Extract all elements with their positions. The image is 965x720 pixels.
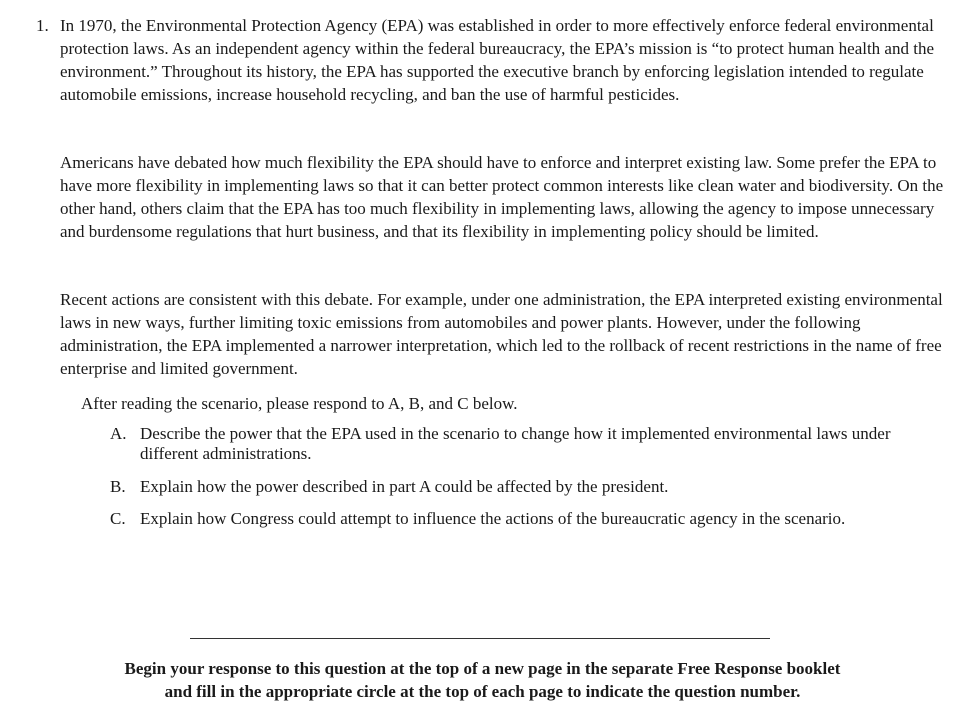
part-letter: A.	[110, 424, 127, 443]
question-part-b	[110, 477, 940, 497]
part-text: Describe the power that the EPA used in the scenario to change how it implemented environmental laws under different administrations.	[140, 424, 891, 463]
section-divider	[190, 638, 770, 639]
scenario-paragraph-2: Americans have debated how much flexibility the EPA should have to enforce and interpret existing law. Some prefer the EPA to have more flexibility in implementing laws so that it can better protect common interests like clean water and biodiversity. On the other hand, others claim that the EPA has too much flexibility in implementing laws, allowing the agency to impose unnecessary and burdensome regulations that hurt business, and that its flexibility in implementing policy should be limited.	[60, 153, 944, 241]
question-number: 1.	[36, 16, 49, 35]
scenario-paragraph-1: In 1970, the Environmental Protection Agency (EPA) was established in order to more effectively enforce federal environmental protection laws. As an independent agency within the federal bureaucracy, the EPA’s mission is “to protect human health and the environment.” Throughout its history, the EPA has supported the executive branch by enforcing legislation intended to regulate automobile emissions, increase household recycling, and ban the use of harmful pesticides.	[60, 16, 934, 104]
question-part-a	[110, 424, 940, 464]
instructions-line-1: Begin your response to this question at the top of a new page in the separate Free Response booklet	[124, 659, 841, 678]
scenario-paragraph-3: Recent actions are consistent with this debate. For example, under one administration, the EPA interpreted existing environmental laws in new ways, further limiting toxic emissions from automobiles and power plants. However, under the following administration, the EPA implemented a narrower interpretation, which led to the rollback of recent restrictions in the name of free enterprise and limited government.	[60, 290, 943, 378]
part-text: Explain how the power described in part A could be affected by the president.	[140, 477, 669, 496]
question-prompt: After reading the scenario, please respond to A, B, and C below.	[81, 394, 518, 413]
part-letter: B.	[110, 477, 126, 496]
part-text: Explain how Congress could attempt to influence the actions of the bureaucratic agency in the scenario.	[140, 509, 846, 528]
part-letter: C.	[110, 509, 126, 528]
question-part-c	[110, 509, 940, 529]
instructions-line-2: and fill in the appropriate circle at the top of each page to indicate the question number.	[164, 682, 801, 701]
response-instructions	[0, 657, 965, 703]
